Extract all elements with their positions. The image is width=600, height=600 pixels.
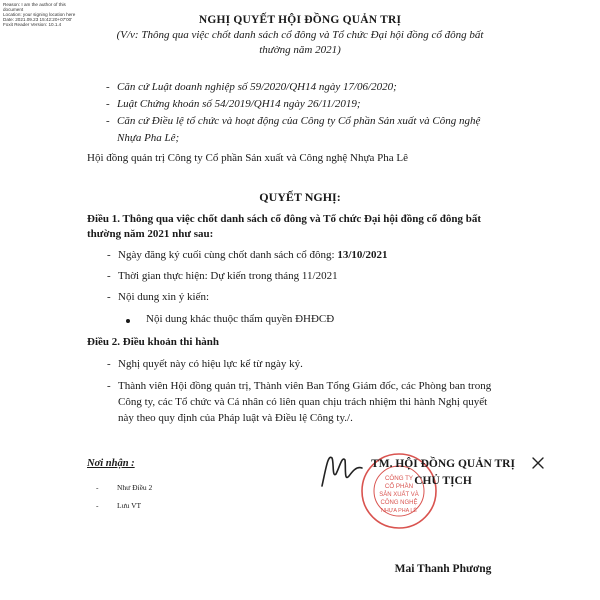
item-dash: - xyxy=(107,358,111,370)
record-date-label: Ngày đăng ký cuối cùng chốt danh sách cổ đông: xyxy=(118,249,338,261)
item-dash: - xyxy=(107,270,111,282)
recipient-item: Như Điều 2 xyxy=(117,483,153,492)
signature-position: CHỦ TỊCH xyxy=(414,475,472,487)
bullet-icon xyxy=(126,319,130,323)
item-dash: - xyxy=(107,249,111,261)
article1-title-line1: Điều 1. Thông qua việc chốt danh sách cổ đông và Tổ chức Đại hội đồng cổ đông bất xyxy=(87,213,482,225)
basis-charter-line1: Căn cứ Điều lệ tổ chức và hoạt động của Công ty Cổ phần Sản xuất và Công nghệ xyxy=(117,115,481,127)
basis-dash: - xyxy=(106,98,110,110)
article2-title: Điều 2. Điều khoản thi hành xyxy=(87,336,220,348)
record-date-line xyxy=(118,249,387,261)
basis-securities-law: Luật Chứng khoán số 54/2019/QH14 ngày 26/11/2019; xyxy=(117,98,361,110)
agenda-label: Nội dung xin ý kiến: xyxy=(118,291,210,303)
signature-meta-location: Location: your signing location here xyxy=(3,12,76,17)
signature-meta-date: Date: 2021.09.23 15:42:20+07'00' xyxy=(3,17,73,22)
basis-dash: - xyxy=(106,81,110,93)
seal-text: CÔNG NGHỆ xyxy=(380,500,418,506)
basis-dash: - xyxy=(106,115,110,127)
article1-title-line2: thường năm 2021 như sau: xyxy=(87,228,214,240)
seal-text: NHỰA PHA LÊ xyxy=(380,508,418,514)
recipient-item: Lưu VT xyxy=(117,501,142,510)
document-title: NGHỊ QUYẾT HỘI ĐỒNG QUẢN TRỊ xyxy=(198,14,402,26)
basis-enterprise-law: Căn cứ Luật doanh nghiệp số 59/2020/QH14 ngày 17/06/2020; xyxy=(117,81,397,93)
signatory-name: Mai Thanh Phương xyxy=(394,563,492,575)
signature-meta-reason: Reason: I am the author of this xyxy=(3,2,66,7)
document-subject-line2: thường năm 2021) xyxy=(259,44,341,56)
board-line: Hội đồng quản trị Công ty Cổ phần Sản xuất và Công nghệ Nhựa Pha Lê xyxy=(87,152,408,164)
schedule-line: Thời gian thực hiện: Dự kiến trong tháng 11/2021 xyxy=(118,270,338,282)
signature-on-behalf: TM. HỘI ĐỒNG QUẢN TRỊ xyxy=(371,458,515,470)
seal-text: SẢN XUẤT VÀ xyxy=(379,492,419,498)
seal-text: CÔNG TY xyxy=(384,475,414,482)
record-date-value: 13/10/2021 xyxy=(337,249,388,261)
seal-text: CỔ PHẦN xyxy=(384,483,414,490)
responsibility-line1: Thành viên Hội đồng quản trị, Thành viên Ban Tổng Giám đốc, các Phòng ban trong xyxy=(118,380,492,392)
responsibility-line2: Công ty, các Tổ chức và Cá nhân có liên quan chịu trách nhiệm thi hành Nghị quyết xyxy=(118,396,488,408)
effect-line: Nghị quyết này có hiệu lực kể từ ngày ký. xyxy=(118,358,303,370)
document-subject-line1: (V/v: Thông qua việc chốt danh sách cổ đông và Tổ chức Đại hội đồng cổ đông bất xyxy=(116,29,484,41)
decision-heading: QUYẾT NGHỊ: xyxy=(259,190,341,204)
recipients-heading: Nơi nhận : xyxy=(87,458,135,469)
basis-charter-line2: Nhựa Pha Lê; xyxy=(117,132,180,144)
recipient-dash: - xyxy=(96,483,99,492)
signature-meta-document: document xyxy=(3,7,24,12)
item-dash: - xyxy=(107,291,111,303)
responsibility-line3: này theo quy định của Pháp luật và Điều lệ Công ty./. xyxy=(118,412,353,424)
signature-meta-version: Foxit Reader Version: 10.1.4 xyxy=(3,22,62,27)
recipient-dash: - xyxy=(96,501,99,510)
item-dash: - xyxy=(107,380,111,392)
agenda-item: Nội dung khác thuộc thẩm quyền ĐHĐCĐ xyxy=(146,313,335,325)
